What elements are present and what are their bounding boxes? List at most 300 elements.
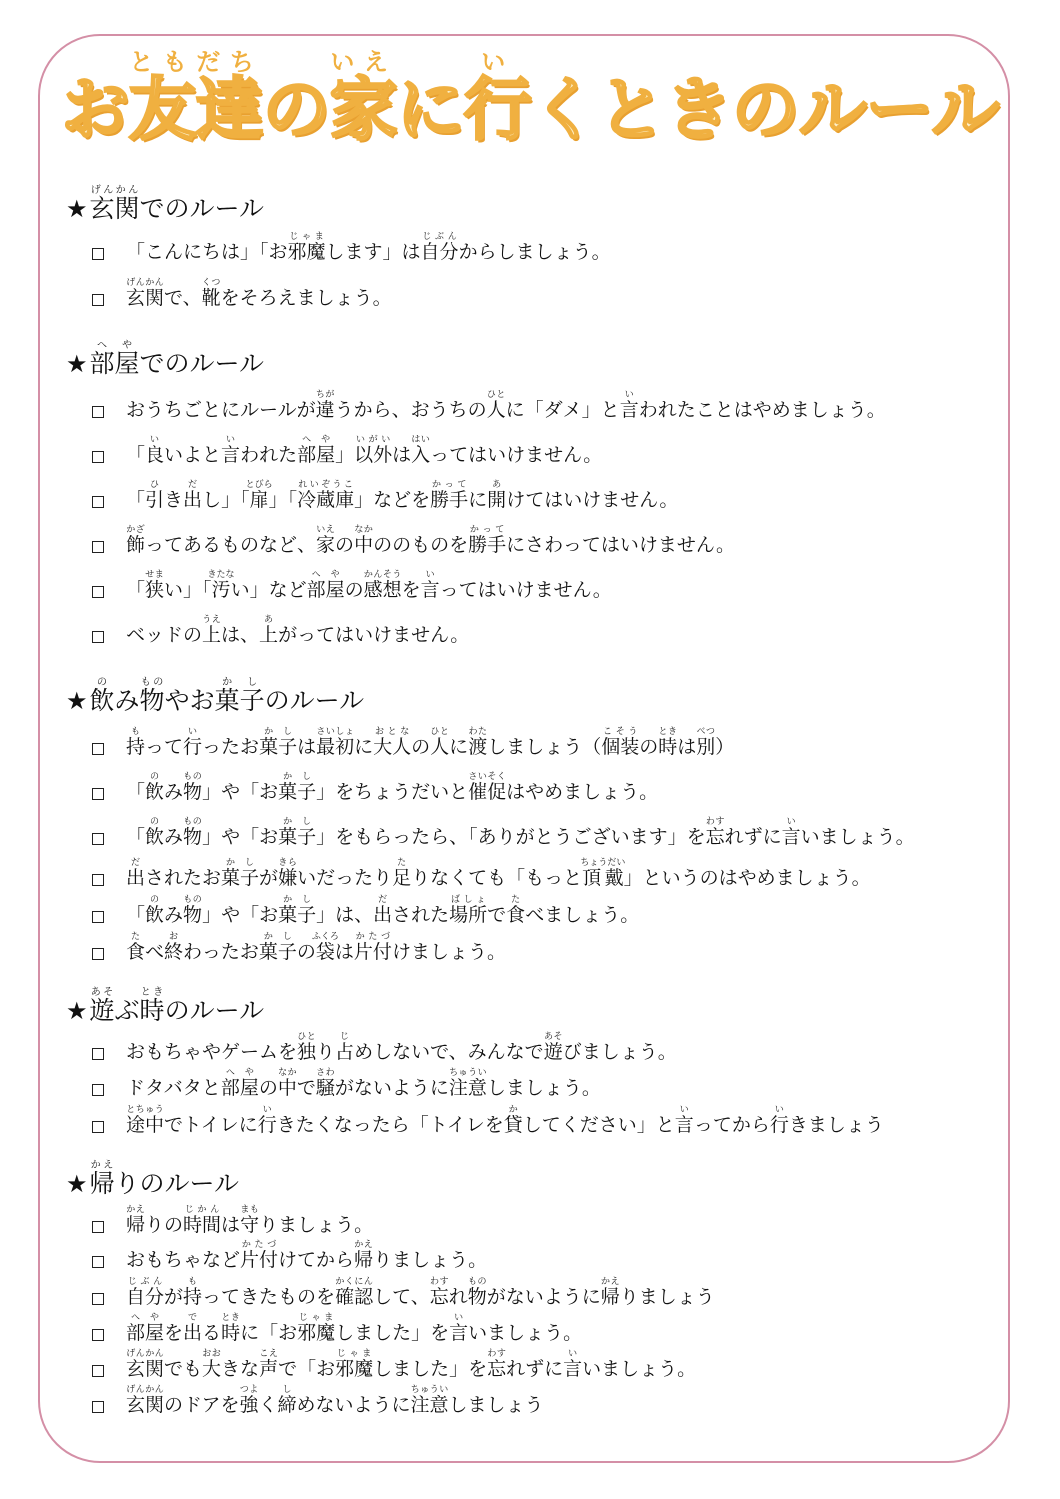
ruby-word: 玄関げんかん — [126, 1385, 165, 1416]
furigana: へや — [306, 570, 345, 580]
ruby-word: 注意ちゅうい — [410, 1385, 449, 1416]
ruby-word: 菓子かし — [214, 677, 265, 715]
checkbox-icon[interactable] — [92, 1084, 104, 1096]
checklist-item — [92, 278, 392, 308]
checklist-item — [92, 1385, 544, 1415]
ruby-word: 締し — [277, 1385, 297, 1416]
furigana: い — [563, 1349, 583, 1359]
ruby-word: 帰かえ — [600, 1277, 620, 1308]
furigana: かし — [278, 772, 317, 782]
checklist-item-text: 自分じぶんが持もってきたものを確認かくにんして、忘わすれ物ものがないように帰かえりましょう — [126, 1277, 715, 1308]
ruby-word: 時とき — [221, 1313, 241, 1344]
furigana: し — [277, 1385, 297, 1395]
ruby-word: 強つよ — [239, 1385, 259, 1416]
furigana: わた — [468, 727, 488, 737]
checklist-item-text: 「こんにちは」「お邪魔じゃまします」は自分じぶんからしましょう。 — [126, 232, 611, 263]
checklist-item — [92, 932, 506, 962]
ruby-word: 自分じぶん — [420, 232, 459, 263]
ruby-word: 時とき — [139, 987, 165, 1025]
checklist-item-text: 途中とちゅうでトイレに行いきたくなったら「トイレを貸かしてください」と言いってから行いきましょう — [126, 1105, 884, 1136]
furigana: はい — [411, 435, 431, 445]
checklist-item — [92, 858, 871, 888]
checkbox-icon[interactable] — [92, 874, 104, 886]
ruby-word: 言い — [563, 1349, 583, 1380]
furigana: かたづ — [353, 932, 392, 942]
section-heading — [66, 185, 264, 221]
section-going-home — [66, 1160, 715, 1416]
furigana: いがい — [354, 435, 393, 445]
ruby-word: 部屋へや — [220, 1068, 259, 1099]
furigana: まも — [240, 1205, 260, 1215]
furigana: へや — [297, 435, 336, 445]
furigana: かって — [468, 525, 507, 535]
ruby-word: 貸か — [503, 1105, 523, 1136]
furigana: じゃま — [335, 1349, 374, 1359]
page-title-container — [0, 48, 1060, 150]
ruby-word: 玄関げんかん — [126, 1349, 165, 1380]
checklist-item — [92, 1277, 715, 1307]
checklist-item-text: 食たべ終おわったお菓子かしの袋ふくろは片付かたづけましょう。 — [126, 932, 506, 963]
furigana: た — [392, 858, 412, 868]
checklist-item — [92, 232, 611, 262]
furigana: だ — [126, 858, 146, 868]
checklist-item-text: おうちごとにルールが違ちがうから、おうちの人ひとに「ダメ」と言いわれたことはやめましょう。 — [126, 390, 886, 421]
ruby-word: 上うえ — [202, 615, 222, 646]
checklist-item — [92, 435, 602, 465]
furigana: あ — [259, 615, 279, 625]
section-heading-text: 帰かえりのルール — [89, 1160, 240, 1198]
ruby-word: 玄関げんかん — [126, 278, 165, 309]
furigana: かんそう — [363, 570, 402, 580]
checklist-item-text: ドタバタと部屋へやの中なかで騒さわがないように注意ちゅういしましょう。 — [126, 1068, 601, 1099]
ruby-word: 最初さいしょ — [316, 727, 355, 758]
furigana: もの — [183, 817, 203, 827]
ruby-word: 物もの — [139, 677, 165, 715]
checkbox-icon[interactable] — [92, 496, 104, 508]
furigana: おお — [202, 1349, 222, 1359]
checklist-item-text: 「飲のみ物もの」や「お菓子かし」をちょうだいと催促さいそくはやめましょう。 — [126, 772, 659, 803]
ruby-word: 出で — [183, 1313, 203, 1344]
ruby-word: 足た — [392, 858, 412, 889]
furigana: かし — [259, 727, 298, 737]
furigana: げんかん — [126, 278, 165, 288]
ruby-word: 行い — [183, 727, 203, 758]
ruby-word: 袋ふくろ — [311, 932, 339, 963]
checklist-item — [92, 772, 658, 802]
checklist-item — [92, 1205, 373, 1235]
furigana: た — [126, 932, 146, 942]
ruby-word: 終お — [164, 932, 184, 963]
section-heading — [66, 677, 364, 713]
ruby-word: 言い — [221, 435, 241, 466]
furigana: かし — [221, 858, 260, 868]
checklist-item-text: おもちゃやゲームを独ひとり占じめしないで、みんなで遊あそびましょう。 — [126, 1032, 677, 1063]
furigana: い — [145, 435, 165, 445]
furigana: ひと — [486, 390, 506, 400]
ruby-word: 以外いがい — [354, 435, 393, 466]
furigana: じゃま — [297, 1313, 336, 1323]
ruby-word: 確認かくにん — [335, 1277, 374, 1308]
furigana: かし — [258, 932, 297, 942]
furigana: かし — [278, 895, 317, 905]
star-icon: ★ — [66, 1170, 88, 1198]
furigana: いえ — [316, 525, 336, 535]
star-icon: ★ — [66, 350, 88, 378]
furigana: ばしょ — [449, 895, 488, 905]
furigana: い — [183, 727, 203, 737]
ruby-word: 入はい — [411, 435, 431, 466]
checkbox-icon[interactable] — [92, 911, 104, 923]
furigana: うえ — [202, 615, 222, 625]
furigana: の — [145, 772, 165, 782]
checkbox-icon[interactable] — [92, 1121, 104, 1133]
checklist-item-text: 出だされたお菓子かしが嫌きらいだったり足たりなくても「もっと頂戴ちょうだい」というのはやめましょう。 — [126, 858, 871, 889]
checklist-item-text: 部屋へやを出でる時ときに「お邪魔じゃましました」を言いいましょう。 — [126, 1313, 583, 1344]
furigana: わす — [429, 1277, 449, 1287]
furigana: い — [674, 1105, 694, 1115]
furigana: とちゅう — [126, 1105, 165, 1115]
section-heading-text: 部屋へやでのルール — [89, 340, 265, 378]
ruby-word: 頂戴ちょうだい — [580, 858, 626, 889]
ruby-word: 靴くつ — [201, 278, 221, 309]
ruby-word: 部屋へや — [297, 435, 336, 466]
furigana: もの — [139, 677, 165, 688]
ruby-word: 家いえ — [316, 525, 336, 556]
ruby-word: 菓子かし — [278, 772, 317, 803]
furigana: じぶん — [126, 1277, 165, 1287]
checklist-item-text: ベッドの上うえは、上あがってはいけません。 — [126, 615, 470, 646]
furigana: か — [503, 1105, 523, 1115]
furigana: かたづ — [240, 1240, 279, 1250]
ruby-word: 菓子かし — [258, 932, 297, 963]
ruby-word: 帰かえ — [354, 1240, 374, 1271]
ruby-word: 菓子かし — [278, 817, 317, 848]
furigana: きたな — [207, 570, 235, 580]
furigana: なか — [277, 1068, 297, 1078]
ruby-word: 物もの — [183, 817, 203, 848]
ruby-word: 友達ともだち — [128, 48, 263, 150]
ruby-word: 言い — [781, 817, 801, 848]
checkbox-icon[interactable] — [92, 1256, 104, 1268]
furigana: だ — [373, 895, 393, 905]
furigana: わす — [487, 1349, 507, 1359]
checkbox-icon[interactable] — [92, 406, 104, 418]
ruby-word: 物もの — [467, 1277, 487, 1308]
furigana: お — [164, 932, 184, 942]
furigana: い — [449, 1313, 469, 1323]
ruby-word: 勝手かって — [468, 525, 507, 556]
ruby-word: 物もの — [183, 895, 203, 926]
checkbox-icon[interactable] — [92, 1048, 104, 1060]
furigana: げんかん — [126, 1385, 165, 1395]
checkbox-icon[interactable] — [92, 1401, 104, 1413]
section-room — [66, 340, 886, 646]
checkbox-icon[interactable] — [92, 1329, 104, 1341]
ruby-word: 催促さいそく — [468, 772, 507, 803]
ruby-word: 渡わた — [468, 727, 488, 758]
ruby-word: 忘わす — [429, 1277, 449, 1308]
checklist-item-text: 「良いいよと言いわれた部屋へや」以外いがいは入はいってはいけません。 — [126, 435, 603, 466]
section-heading — [66, 1160, 239, 1196]
furigana: もの — [467, 1277, 487, 1287]
ruby-word: 片付かたづ — [353, 932, 392, 963]
ruby-word: 飲の — [145, 895, 165, 926]
furigana: とき — [139, 987, 165, 998]
furigana: とき — [221, 1313, 241, 1323]
ruby-word: 飲の — [145, 772, 165, 803]
ruby-word: 遊あそ — [89, 987, 115, 1025]
ruby-word: 個装こそう — [601, 727, 640, 758]
ruby-word: 狭せま — [145, 570, 165, 601]
furigana: じ — [335, 1032, 355, 1042]
furigana: かし — [278, 817, 317, 827]
section-drinks-snacks — [66, 677, 915, 963]
checklist-item-text: 「狭せまい」「汚きたない」など部屋へやの感想かんそうを言いってはいけません。 — [126, 570, 612, 601]
furigana: あそ — [89, 987, 115, 998]
ruby-word: 中なか — [354, 525, 374, 556]
ruby-word: 遊あそ — [543, 1032, 563, 1063]
ruby-word: 帰かえ — [126, 1205, 146, 1236]
furigana: なか — [354, 525, 374, 535]
ruby-word: 飾かざ — [126, 525, 146, 556]
ruby-word: 片付かたづ — [240, 1240, 279, 1271]
furigana: ちが — [315, 390, 335, 400]
checkbox-icon[interactable] — [92, 248, 104, 260]
ruby-word: 玄関げんかん — [89, 185, 140, 223]
furigana: い — [619, 390, 639, 400]
checkbox-icon[interactable] — [92, 294, 104, 306]
furigana: せま — [145, 570, 165, 580]
checklist-item-text: おもちゃなど片付かたづけてから帰かえりましょう。 — [126, 1240, 488, 1271]
furigana: じぶん — [420, 232, 459, 242]
ruby-word: 忘わす — [705, 817, 725, 848]
ruby-word: 菓子かし — [259, 727, 298, 758]
furigana: の — [89, 677, 115, 688]
furigana: じゃま — [287, 232, 326, 242]
ruby-word: 自分じぶん — [126, 1277, 165, 1308]
ruby-word: 良い — [145, 435, 165, 466]
furigana: も — [126, 727, 146, 737]
ruby-word: 中なか — [277, 1068, 297, 1099]
furigana: くつ — [201, 278, 221, 288]
ruby-word: 大おお — [202, 1349, 222, 1380]
ruby-word: 注意ちゅうい — [448, 1068, 487, 1099]
ruby-word: 邪魔じゃま — [335, 1349, 374, 1380]
checkbox-icon[interactable] — [92, 1221, 104, 1233]
checklist-item-text: 玄関げんかんのドアを強つよく締しめないように注意ちゅういしましょう — [126, 1385, 544, 1416]
furigana: た — [506, 895, 526, 905]
section-heading-text: 遊あそぶ時ときのルール — [89, 987, 265, 1025]
checklist-item — [92, 895, 639, 925]
ruby-word: 飲の — [145, 817, 165, 848]
ruby-word: 行い — [769, 1105, 789, 1136]
ruby-word: 感想かんそう — [363, 570, 402, 601]
ruby-word: 言い — [420, 570, 440, 601]
ruby-word: 物もの — [183, 772, 203, 803]
furigana: もの — [183, 772, 203, 782]
section-heading-text: 玄関げんかんでのルール — [89, 185, 265, 223]
ruby-word: 場所ばしょ — [449, 895, 488, 926]
ruby-word: 守まも — [240, 1205, 260, 1236]
furigana: わす — [705, 817, 725, 827]
section-heading — [66, 340, 264, 376]
ruby-word: 部屋へや — [306, 570, 345, 601]
furigana: へや — [89, 340, 140, 351]
furigana: さわ — [315, 1068, 335, 1078]
checklist-item — [92, 480, 678, 510]
ruby-word: 邪魔じゃま — [287, 232, 326, 263]
ruby-word: 家いえ — [329, 48, 397, 150]
ruby-word: 出だ — [126, 858, 146, 889]
ruby-word: 大人おとな — [373, 727, 412, 758]
ruby-word: 言い — [449, 1313, 469, 1344]
furigana: かえ — [600, 1277, 620, 1287]
checklist-item — [92, 525, 735, 555]
furigana: で — [183, 1313, 203, 1323]
checklist-item-text: 持もって行いったお菓子かしは最初さいしょに大人おとなの人ひとに渡わたしましょう（個装こそうの時ときは別べつ） — [126, 727, 735, 758]
ruby-word: 邪魔じゃま — [297, 1313, 336, 1344]
checklist-item-text: 「引ひき出だし」「扉とびら」「冷蔵庫れいぞうこ」などを勝手かってに開あけてはいけません。 — [126, 480, 679, 511]
furigana: かえ — [126, 1205, 146, 1215]
ruby-word: 言い — [619, 390, 639, 421]
furigana: い — [463, 48, 531, 76]
ruby-word: 引ひ — [145, 480, 165, 511]
ruby-word: 騒さわ — [315, 1068, 335, 1099]
checklist-item-text: 飾かざってあるものなど、家いえの中なかののものを勝手かってにさわってはいけません。 — [126, 525, 736, 556]
furigana: ともだち — [128, 48, 263, 76]
ruby-word: 占じ — [335, 1032, 355, 1063]
checkbox-icon[interactable] — [92, 541, 104, 553]
furigana: かざ — [126, 525, 146, 535]
furigana: かし — [214, 677, 265, 688]
checkbox-icon[interactable] — [92, 1293, 104, 1305]
furigana: ふくろ — [311, 932, 339, 942]
furigana: いえ — [329, 48, 397, 76]
checkbox-icon[interactable] — [92, 833, 104, 845]
furigana: つよ — [239, 1385, 259, 1395]
section-heading-text: 飲のみ物ものやお菓子かしのルール — [89, 677, 365, 715]
furigana: かえ — [354, 1240, 374, 1250]
ruby-word: 行い — [257, 1105, 277, 1136]
checklist-item — [92, 1313, 582, 1343]
ruby-word: 時間じかん — [183, 1205, 222, 1236]
ruby-word: 食た — [506, 895, 526, 926]
star-icon: ★ — [66, 687, 88, 715]
furigana: じかん — [183, 1205, 222, 1215]
furigana: い — [420, 570, 440, 580]
ruby-word: 時とき — [658, 727, 678, 758]
furigana: べつ — [696, 727, 716, 737]
ruby-word: 勝手かって — [430, 480, 469, 511]
checklist-item-text: 玄関げんかんでも大おおきな声こえで「お邪魔じゃましました」を忘わすれずに言いいましょう。 — [126, 1349, 697, 1380]
page-title: お友達ともだちの家いえに行いくときのルール — [61, 48, 999, 150]
furigana: だ — [183, 480, 203, 490]
checkbox-icon[interactable] — [92, 451, 104, 463]
checklist-item — [92, 1349, 696, 1379]
furigana: かえ — [89, 1160, 115, 1171]
furigana: ひと — [430, 727, 450, 737]
ruby-word: 菓子かし — [278, 895, 317, 926]
ruby-word: 出だ — [373, 895, 393, 926]
furigana: ちゅうい — [410, 1385, 449, 1395]
ruby-word: 食た — [126, 932, 146, 963]
star-icon: ★ — [66, 997, 88, 1025]
furigana: さいしょ — [316, 727, 355, 737]
ruby-word: 忘わす — [487, 1349, 507, 1380]
checklist-item — [92, 1105, 884, 1135]
furigana: い — [781, 817, 801, 827]
furigana: あ — [487, 480, 507, 490]
furigana: い — [769, 1105, 789, 1115]
checkbox-icon[interactable] — [92, 948, 104, 960]
furigana: こえ — [259, 1349, 279, 1359]
ruby-word: 独ひと — [297, 1032, 317, 1063]
ruby-word: 言い — [674, 1105, 694, 1136]
ruby-word: 人ひと — [486, 390, 506, 421]
checkbox-icon[interactable] — [92, 1365, 104, 1377]
checklist-item-text: 玄関げんかんで、靴くつをそろえましょう。 — [126, 278, 392, 309]
ruby-word: 冷蔵庫れいぞうこ — [297, 480, 355, 511]
checklist-item — [92, 615, 469, 645]
furigana: さいそく — [468, 772, 507, 782]
section-heading — [66, 987, 264, 1023]
furigana: とき — [658, 727, 678, 737]
ruby-word: 持も — [126, 727, 146, 758]
furigana: ひ — [145, 480, 165, 490]
furigana: かって — [430, 480, 469, 490]
furigana: かくにん — [335, 1277, 374, 1287]
furigana: もの — [183, 895, 203, 905]
ruby-word: 出だ — [183, 480, 203, 511]
ruby-word: 別べつ — [696, 727, 716, 758]
furigana: ひと — [297, 1032, 317, 1042]
ruby-word: 開あ — [487, 480, 507, 511]
ruby-word: 嫌きら — [278, 858, 298, 889]
furigana: も — [183, 1277, 203, 1287]
furigana: げんかん — [126, 1349, 165, 1359]
furigana: こそう — [601, 727, 640, 737]
ruby-word: 行い — [463, 48, 531, 150]
checklist-item — [92, 817, 915, 847]
furigana: の — [145, 817, 165, 827]
ruby-word: 汚きたな — [207, 570, 235, 601]
checklist-item-text: 帰かえりの時間じかんは守まもりましょう。 — [126, 1205, 374, 1236]
furigana: きら — [278, 858, 298, 868]
checklist-item — [92, 727, 734, 757]
furigana: へや — [126, 1313, 165, 1323]
ruby-word: 途中とちゅう — [126, 1105, 165, 1136]
checklist-item — [92, 1032, 677, 1062]
ruby-word: 違ちが — [315, 390, 335, 421]
ruby-word: 扉とびら — [245, 480, 273, 511]
furigana: れいぞうこ — [297, 480, 355, 490]
furigana: ちゅうい — [448, 1068, 487, 1078]
furigana: おとな — [373, 727, 412, 737]
checkbox-icon[interactable] — [92, 586, 104, 598]
checkbox-icon[interactable] — [92, 788, 104, 800]
furigana: とびら — [245, 480, 273, 490]
ruby-word: 帰かえ — [89, 1160, 115, 1198]
ruby-word: 飲の — [89, 677, 115, 715]
checklist-item — [92, 390, 886, 420]
furigana: い — [257, 1105, 277, 1115]
checklist-item — [92, 1068, 601, 1098]
furigana: へや — [220, 1068, 259, 1078]
star-icon: ★ — [66, 195, 88, 223]
checkbox-icon[interactable] — [92, 743, 104, 755]
checkbox-icon[interactable] — [92, 631, 104, 643]
ruby-word: 上あ — [259, 615, 279, 646]
